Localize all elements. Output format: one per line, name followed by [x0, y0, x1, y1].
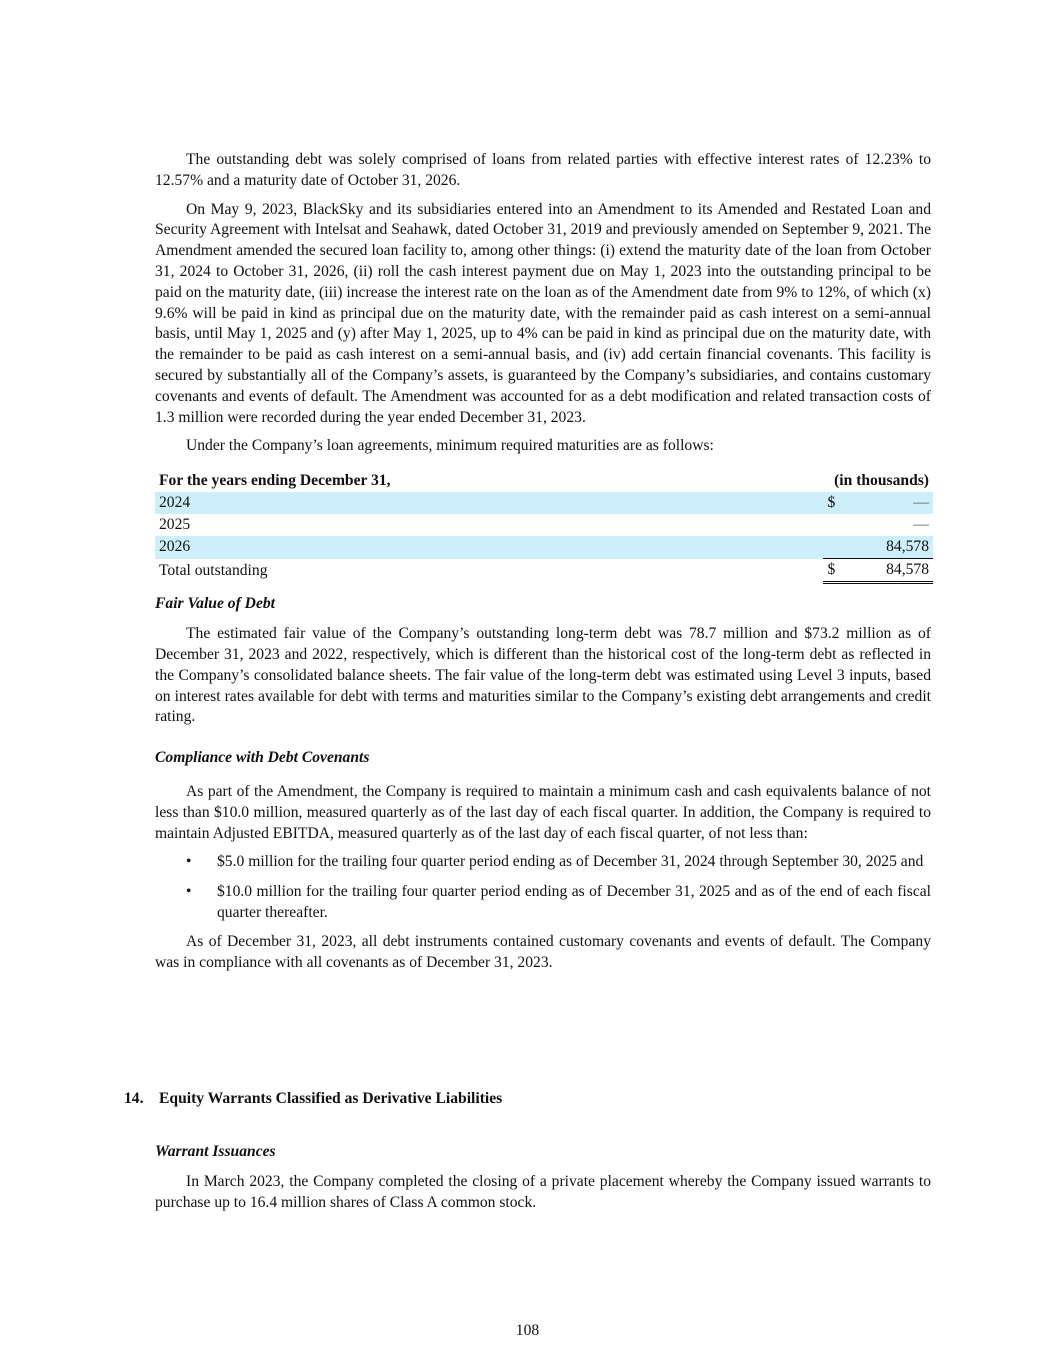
total-value: 84,578: [886, 561, 929, 579]
section-number: 14.: [124, 1090, 144, 1107]
paragraph-compliance: As part of the Amendment, the Company is required to maintain a minimum cash and cash equivalents balance of not less than $10.0 million, measured quarterly as of the last day of each fiscal quarter. In addition, the Company is required to maintain Adjusted EBITDA, measured quarterly as of the last day of each fiscal quarter, of not less than:: [155, 783, 931, 842]
page-number: 108: [515, 1322, 540, 1339]
heading-compliance: Compliance with Debt Covenants: [155, 749, 370, 767]
paragraph-compliance-closing: As of December 31, 2023, all debt instruments contained customary covenants and events of default. The Company was in compliance with all covenants as of December 31, 2023.: [155, 932, 931, 971]
bullet-icon: •: [186, 883, 192, 901]
covenant-list: [155, 852, 931, 924]
row-currency: $: [827, 494, 836, 512]
maturities-table: [155, 470, 933, 584]
paragraph-warrants: In March 2023, the Company completed the closing of a private placement whereby the Company issued warrants to purchase up to 16.4 million shares of Class A common stock.: [155, 1173, 931, 1211]
table-row: [155, 514, 933, 536]
list-item: • $10.0 million for the trailing four quarter period ending as of December 31, 2025 and as of the end of each fiscal quarter thereafter.: [186, 883, 931, 922]
section-14-heading: [124, 1090, 502, 1108]
section-title: Equity Warrants Classified as Derivative Liabilities: [159, 1090, 503, 1107]
paragraph-fair-value: The estimated fair value of the Company’s outstanding long-term debt was 78.7 million and $73.2 million as of December 31, 2023 and 2022, respectively, which is different than the historical cost of the long-term debt as reflected in the Company’s consolidated balance sheets. The fair value of the long-term debt was estimated using Level 3 inputs, based on interest rates available for debt with terms and maturities similar to the Company’s existing debt arrangements and credit rating.: [155, 625, 931, 726]
bullet-icon: •: [186, 852, 192, 870]
total-currency: $: [827, 561, 836, 579]
heading-warrant-issuances: Warrant Issuances: [155, 1143, 276, 1160]
row-year: 2024: [155, 492, 823, 514]
paragraph-maturities-intro: Under the Company’s loan agreements, minimum required maturities are as follows:: [186, 437, 714, 455]
table-header-unit: (in thousands): [834, 472, 929, 490]
heading-fair-value: Fair Value of Debt: [155, 595, 275, 613]
table-row: [155, 492, 933, 514]
row-value: 84,578: [886, 538, 929, 556]
total-label: Total outstanding: [159, 561, 268, 579]
section-14-body: [155, 1142, 931, 1214]
row-value: —: [913, 516, 929, 534]
paragraph-debt-summary: The outstanding debt was solely comprised of loans from related parties with effective interest rates of 12.23% to 12.57% and a maturity date of October 31, 2026.: [155, 151, 931, 189]
table-row: [155, 536, 933, 559]
table-header-row: [155, 470, 933, 492]
list-item: • $5.0 million for the trailing four quarter period ending as of December 31, 2024 through September 30, 2025 and: [155, 852, 931, 873]
table-header-label: For the years ending December 31,: [159, 472, 391, 490]
row-year: 2025: [159, 516, 191, 534]
row-value: —: [913, 494, 929, 512]
table-total-row: [155, 559, 933, 583]
row-year: 2026: [155, 536, 823, 559]
page-body: [155, 150, 931, 974]
paragraph-amendment: On May 9, 2023, BlackSky and its subsidiaries entered into an Amendment to its Amended and Restated Loan and Security Agreement with Intelsat and Seahawk, dated October 31, 2019 and previously amended on September 9, 2021. The Amendment amended the secured loan facility to, among other things: (i) extend the maturity date of the loan from October 31, 2024 to October 31, 2026, (ii) roll the cash interest payment due on May 1, 2023 into the outstanding principal to be paid on the maturity date, (iii) increase the interest rate on the loan as of the Amendment date from 9% to 12%, of which (x) 9.6% will be paid in kind as principal due on the maturity date, with the remainder paid as cash interest on a semi-annual basis, until May 1, 2025 and (y) after May 1, 2025, up to 4% can be paid in kind as principal due on the maturity date, with the remainder to be paid as cash interest on a semi-annual basis, and (iv) add certain financial covenants. This facility is secured by substantially all of the Company’s assets, is guaranteed by the Company’s subsidiaries, and contains customary covenants and events of default. The Amendment was accounted for as a debt modification and related transaction costs of 1.3 million were recorded during the year ended December 31, 2023.: [155, 200, 931, 426]
